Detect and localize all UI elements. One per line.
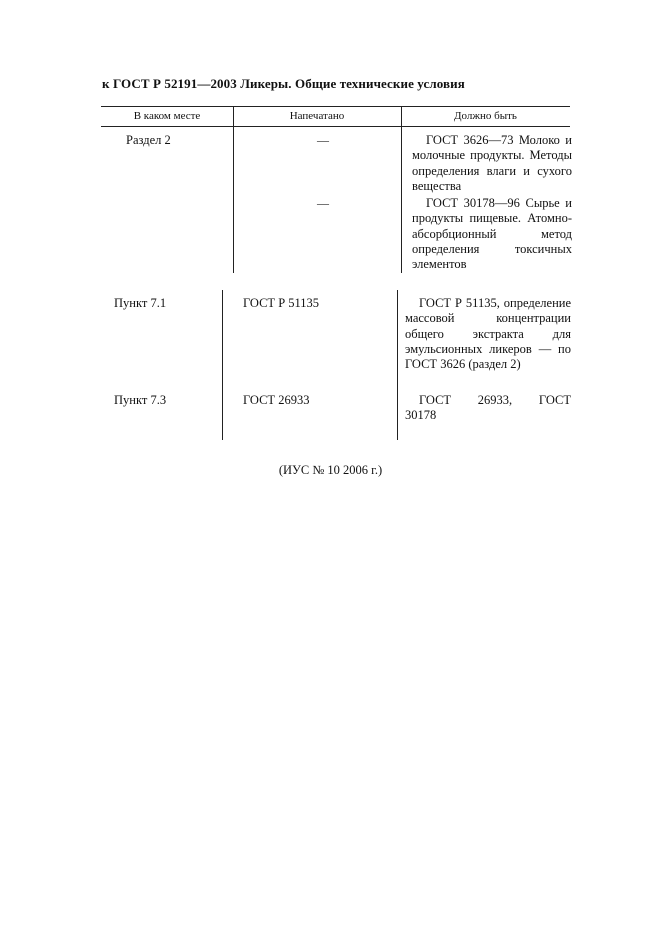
header-separator-1	[233, 106, 234, 126]
column-separator-1b	[222, 290, 223, 440]
should-be-entry-1: ГОСТ 3626—73 Молоко и молочные продукты. Методы определения влаги и сухого вещества	[412, 133, 572, 193]
header-separator-2	[401, 106, 402, 126]
table-row-should-be: ГОСТ Р 51135, определение массовой концентрации общего экстракта для эмульсионных ликеров — по ГОСТ 3626 (раздел 2)	[405, 296, 571, 372]
column-separator-2a	[401, 126, 402, 273]
column-separator-1a	[233, 126, 234, 273]
header-should-be: Должно быть	[454, 110, 517, 122]
table-row-place: Пункт 7.1	[114, 296, 167, 310]
table-row-printed: ГОСТ 26933	[243, 393, 310, 407]
document-title: к ГОСТ Р 52191—2003 Ликеры. Общие технические условия	[102, 76, 465, 91]
table-top-rule	[101, 106, 570, 107]
table-row-place: Пункт 7.3	[114, 393, 167, 407]
table-row-should-be: ГОСТ 26933, ГОСТ 30178	[405, 393, 571, 423]
table-row-printed: ГОСТ Р 51135	[243, 296, 320, 310]
header-place: В каком месте	[133, 110, 201, 122]
printed-dash-2: —	[317, 196, 329, 210]
should-be-entry-2: ГОСТ 30178—96 Сырье и продукты пищевые. Атомно-абсорбционный метод определения токсичных элементов	[412, 196, 572, 272]
printed-dash-1: —	[317, 133, 329, 147]
column-separator-2b	[397, 290, 398, 440]
footer-note: (ИУС № 10 2006 г.)	[278, 463, 383, 477]
header-printed: Напечатано	[289, 110, 345, 122]
table-header-rule	[101, 126, 570, 127]
table-row-place: Раздел 2	[126, 133, 171, 147]
